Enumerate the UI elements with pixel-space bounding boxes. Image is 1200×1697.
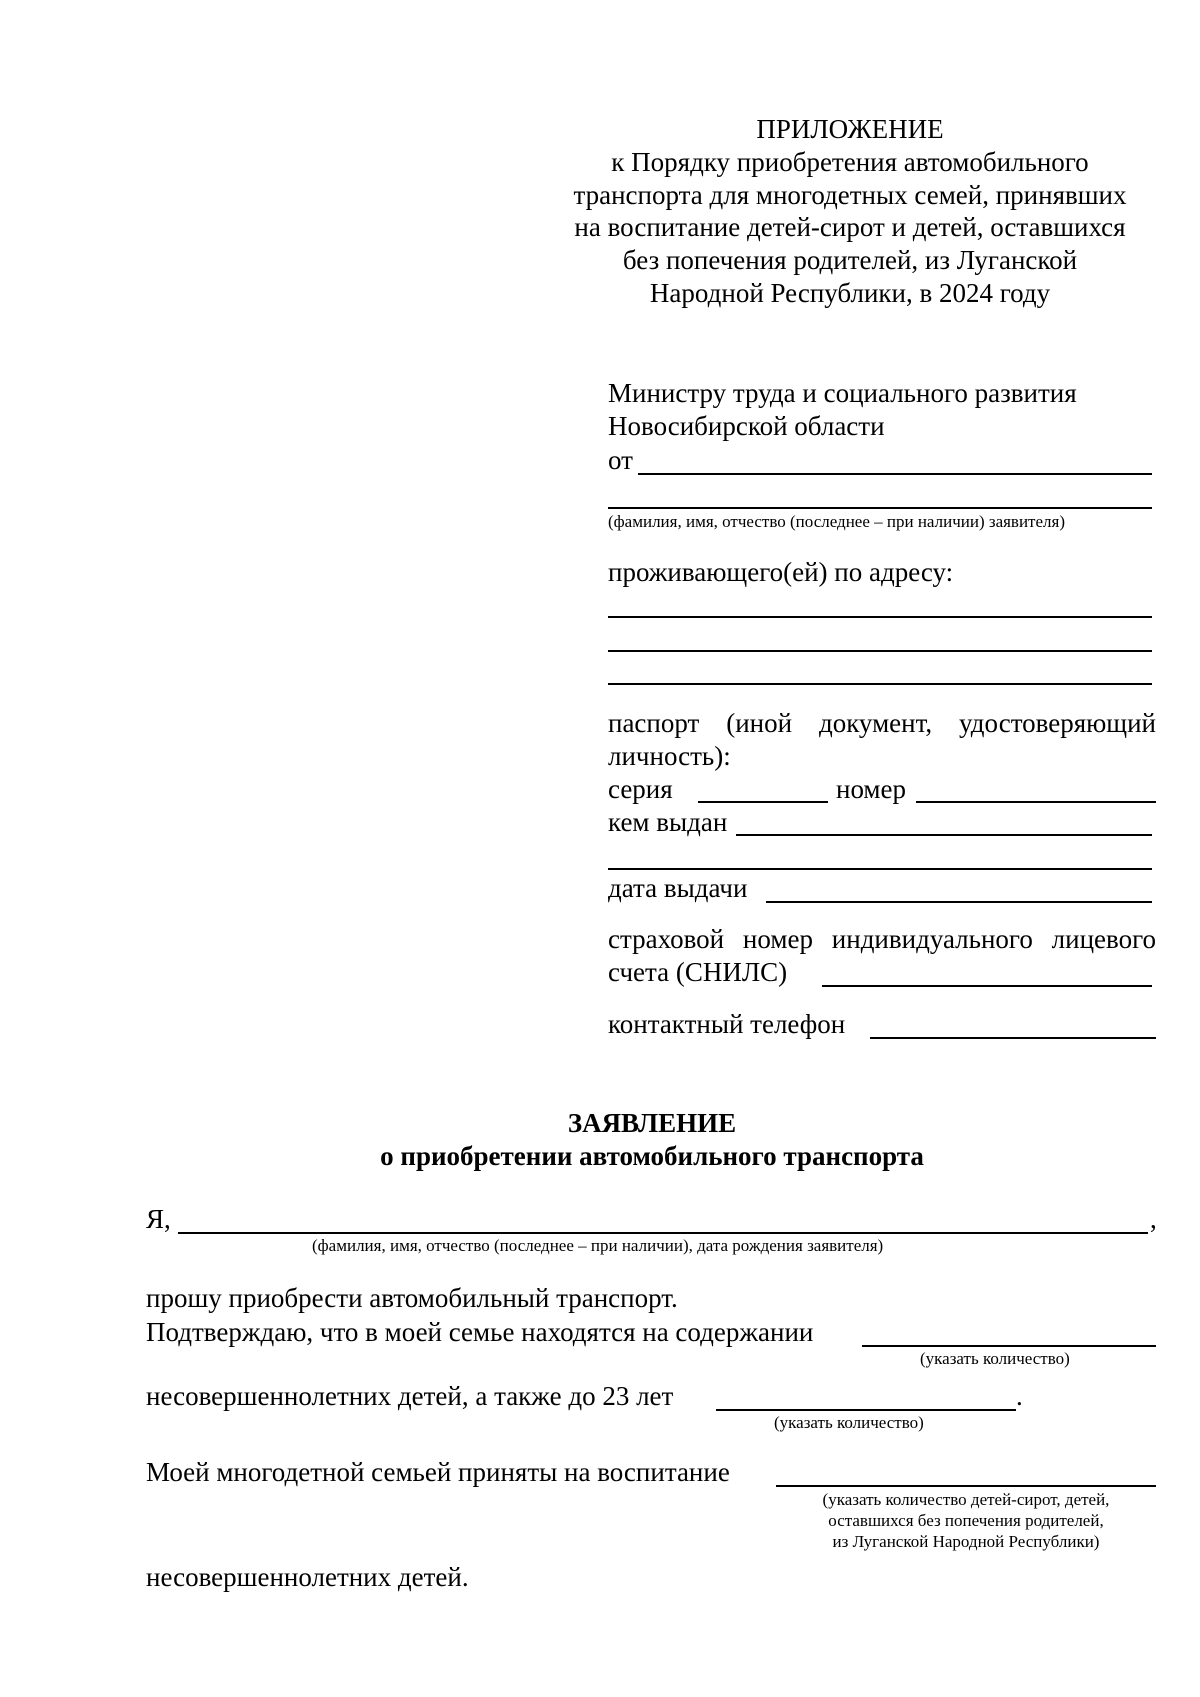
passport-label-line-2: личность): (608, 741, 731, 771)
minors-line: несовершеннолетних детей, а также до 23 лет (146, 1381, 674, 1411)
appendix-line: без попечения родителей, из Луганской (622, 245, 1078, 276)
passport-number-field[interactable] (916, 801, 1156, 803)
applicant-full-name-field[interactable] (178, 1232, 1148, 1234)
series-label: серия (608, 774, 673, 804)
adopted-hint-line: оставшихся без попечения родителей, (828, 1511, 1104, 1530)
request-line: прошу приобрести автомобильный транспорт. (146, 1283, 678, 1313)
appendix-line: транспорта для многодетных семей, принявших (573, 179, 1127, 210)
applicant-name-hint: (фамилия, имя, отчество (последнее – при наличии) заявителя) (608, 512, 1065, 531)
under-23-count-field[interactable] (716, 1409, 1016, 1411)
comma: , (1150, 1204, 1157, 1234)
adopted-hint-line: из Луганской Народной Республики) (832, 1532, 1100, 1551)
i-label: Я, (146, 1204, 171, 1234)
appendix-line: к Порядку приобретения автомобильного (611, 146, 1089, 177)
issue-date-field[interactable] (766, 901, 1152, 903)
issued-by-field-2[interactable] (608, 868, 1152, 870)
passport-series-field[interactable] (698, 801, 828, 803)
addressee-line-2: Новосибирской области (608, 411, 885, 441)
children-count-field[interactable] (862, 1345, 1156, 1347)
applicant-full-name-hint: (фамилия, имя, отчество (последнее – при наличии), дата рождения заявителя) (312, 1236, 884, 1255)
address-field-2[interactable] (608, 650, 1152, 652)
address-label: проживающего(ей) по адресу: (608, 557, 954, 587)
issued-by-field-1[interactable] (736, 834, 1152, 836)
snils-field[interactable] (822, 985, 1152, 987)
appendix-title: ПРИЛОЖЕНИЕ (756, 114, 944, 144)
adopted-line: Моей многодетной семьей приняты на воспитание (146, 1457, 730, 1487)
adopted-hint-line: (указать количество детей-сирот, детей, (822, 1490, 1110, 1509)
issued-by-label: кем выдан (608, 807, 728, 837)
statement-subtitle: о приобретении автомобильного транспорта (380, 1141, 924, 1171)
appendix-line: Народной Республики, в 2024 году (649, 277, 1051, 308)
snils-label-line-1: страховой номер индивидуального лицевого (608, 924, 1156, 954)
address-field-1[interactable] (608, 616, 1152, 618)
appendix-line: на воспитание детей-сирот и детей, оставшихся (574, 212, 1126, 243)
confirm-line: Подтверждаю, что в моей семье находятся на содержании (146, 1317, 814, 1347)
appendix-heading (540, 113, 1160, 310)
adopted-count-field[interactable] (776, 1485, 1156, 1487)
statement-title: ЗАЯВЛЕНИЕ (567, 1108, 737, 1138)
address-field-3[interactable] (608, 683, 1152, 685)
children-count-hint: (указать количество) (920, 1349, 1070, 1368)
addressee-line-1: Министру труда и социального развития (608, 378, 1077, 408)
under-23-count-hint: (указать количество) (774, 1413, 924, 1432)
passport-label-line-1: паспорт (иной документ, удостоверяющий (608, 708, 1156, 738)
number-label: номер (836, 774, 907, 804)
period: . (1016, 1381, 1023, 1411)
phone-field[interactable] (870, 1037, 1156, 1039)
phone-label: контактный телефон (608, 1009, 846, 1039)
from-label: от (608, 445, 633, 475)
adopted-count-hint (776, 1489, 1156, 1552)
final-line: несовершеннолетних детей. (146, 1562, 469, 1592)
issue-date-label: дата выдачи (608, 873, 748, 903)
applicant-name-field[interactable] (638, 473, 1152, 475)
snils-label-line-2: счета (СНИЛС) (608, 957, 788, 987)
applicant-name-field-2[interactable] (608, 507, 1152, 509)
